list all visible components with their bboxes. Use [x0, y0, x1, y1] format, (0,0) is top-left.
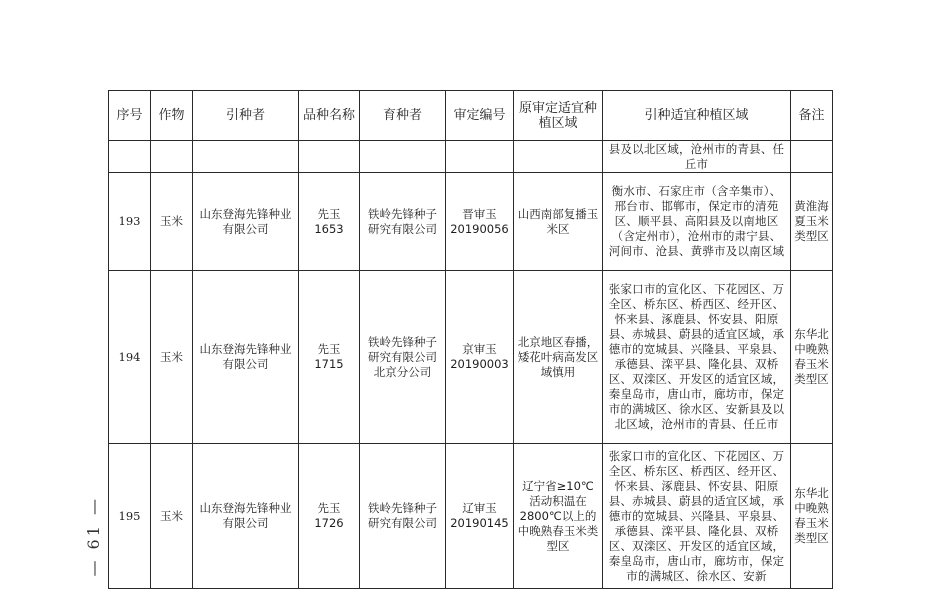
row-breeder: 铁岭先锋种子研究有限公司北京分公司	[360, 271, 446, 444]
row-original-area: 北京地区春播，矮花叶病高发区域慎用	[514, 271, 603, 444]
header-approval-no: 审定编号	[446, 91, 514, 141]
header-crop: 作物	[151, 91, 193, 141]
row-breeder: 铁岭先锋种子研究有限公司	[360, 173, 446, 271]
header-breeder: 育种者	[360, 91, 446, 141]
row-intro-area: 张家口市的宣化区、下花园区、万全区、桥东区、桥西区、经开区、怀来县、涿鹿县、怀安县、阳原县、赤城县、蔚县的适宜区域，承德市的宽城县、兴隆县、平泉县、承德县、滦平县、隆化县、双桥区、双滦区、开发区的适宜区域，秦皇岛市，唐山市，廊坊市，保定市的满城区、徐水区、安新	[603, 444, 791, 589]
row-crop: 玉米	[151, 271, 193, 444]
header-remark: 备注	[791, 91, 833, 141]
table-row	[109, 173, 833, 271]
row-no: 195	[109, 444, 151, 589]
table-row-continuation	[109, 141, 833, 173]
table-row	[109, 271, 833, 444]
row-crop: 玉米	[151, 444, 193, 589]
row-introducer: 山东登海先锋种业有限公司	[193, 271, 299, 444]
variety-registration-table	[108, 90, 833, 589]
row-original-area: 辽宁省≥10℃活动积温在2800℃以上的中晚熟春玉米类型区	[514, 444, 603, 589]
table-header-row	[109, 91, 833, 141]
header-introducer: 引种者	[193, 91, 299, 141]
row-remark: 东华北中晚熟春玉米类型区	[791, 444, 833, 589]
page-number: — 61 —	[84, 496, 103, 577]
row-approval-no: 京审玉 20190003	[446, 271, 514, 444]
header-original-area: 原审定适宜种植区域	[514, 91, 603, 141]
row-no: 194	[109, 271, 151, 444]
row-approval-no: 晋审玉 20190056	[446, 173, 514, 271]
header-no: 序号	[109, 91, 151, 141]
row-variety: 先玉 1653	[299, 173, 360, 271]
row-remark: 黄淮海夏玉米类型区	[791, 173, 833, 271]
row-intro-area: 衡水市、石家庄市（含辛集市）、邢台市、邯郸市，保定市的清苑区、顺平县、高阳县及以南地区（含定州市），沧州市的肃宁县、河间市、沧县、黄骅市及以南区域	[603, 173, 791, 271]
header-intro-area: 引种适宜种植区域	[603, 91, 791, 141]
row-introducer: 山东登海先锋种业有限公司	[193, 173, 299, 271]
row-variety: 先玉 1715	[299, 271, 360, 444]
row-remark: 东华北中晚熟春玉米类型区	[791, 271, 833, 444]
row-original-area: 山西南部复播玉米区	[514, 173, 603, 271]
row-crop: 玉米	[151, 173, 193, 271]
header-variety: 品种名称	[299, 91, 360, 141]
row-variety: 先玉 1726	[299, 444, 360, 589]
continuation-intro-area: 县及以北区域，沧州市的青县、任丘市	[603, 141, 791, 173]
row-intro-area: 张家口市的宣化区、下花园区、万全区、桥东区、桥西区、经开区、怀来县、涿鹿县、怀安县、阳原县、赤城县、蔚县的适宜区域，承德市的宽城县、兴隆县、平泉县、承德县、滦平县、隆化县、双桥区、双滦区、开发区的适宜区域，秦皇岛市，唐山市，廊坊市，保定市的满城区、徐水区、安新县及以北区域，沧州市的青县、任丘市	[603, 271, 791, 444]
row-no: 193	[109, 173, 151, 271]
table-row	[109, 444, 833, 589]
row-approval-no: 辽审玉 20190145	[446, 444, 514, 589]
row-introducer: 山东登海先锋种业有限公司	[193, 444, 299, 589]
row-breeder: 铁岭先锋种子研究有限公司	[360, 444, 446, 589]
